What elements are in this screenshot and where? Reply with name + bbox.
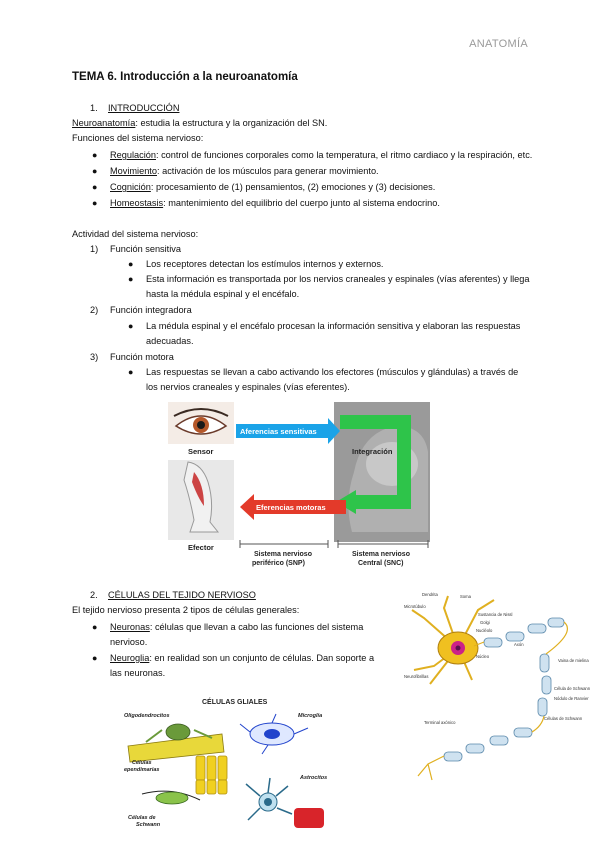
function-item <box>110 182 435 192</box>
page-title: TEMA 6. Introducción a la neuroanatomía <box>72 71 298 83</box>
function-term: Regulación <box>110 150 156 160</box>
function-text: : procesamiento de (1) pensamientos, (2) emociones y (3) decisiones. <box>150 182 436 192</box>
activity-number: 1) <box>90 244 99 254</box>
bullet-icon: ● <box>92 166 98 176</box>
neurons-text: : células que llevan a cabo las funciones del sistema <box>149 622 364 632</box>
activity-text: adecuadas. <box>146 336 194 346</box>
bullet-icon: ● <box>92 653 98 663</box>
neuroglia-term: Neuroglia <box>110 653 150 663</box>
schwann-cell-label: Célula de Schwann <box>554 686 591 691</box>
function-text: : control de funciones corporales como la temperatura, el ritmo cardiaco y la respiración, etc. <box>155 150 533 160</box>
activity-title: Actividad del sistema nervioso: <box>72 229 199 239</box>
neuroglia-text: : en realidad son un conjunto de células. Dan soporte a <box>149 653 375 663</box>
celulas-schwann-label: Células de Schwann <box>544 716 583 721</box>
bullet-icon: ● <box>128 321 134 331</box>
nervous-system-diagram <box>168 402 430 572</box>
activity-text: hasta la médula espinal y el encéfalo. <box>146 289 300 299</box>
bullet-icon: ● <box>92 198 98 208</box>
activity-text: los nervios craneales y espinales (vías eferentes). <box>146 382 350 392</box>
nissl-label: Sustancia de Nissl <box>478 612 513 617</box>
neurofibrillas-label: Neurofibrillas <box>404 674 429 679</box>
function-term: Cognición <box>110 182 151 192</box>
header-subject: ANATOMÍA <box>469 38 528 50</box>
micro-label: Microglía <box>298 713 323 719</box>
schwann-label-2: Schwann <box>136 822 161 828</box>
function-text: : activación de los músculos para generar movimiento. <box>156 166 379 176</box>
bullet-icon: ● <box>128 367 134 377</box>
axon-label: Axón <box>514 642 524 647</box>
bullet-icon: ● <box>92 182 98 192</box>
aferencias-label: Aferencias sensitivas <box>240 427 317 436</box>
activity-text: Las respuestas se llevan a cabo activando los efectores (músculos y glándulas) a través de <box>146 367 519 377</box>
activity-number: 3) <box>90 352 99 362</box>
neurons-item <box>110 622 363 632</box>
efector-label: Efector <box>188 543 214 552</box>
eferencias-label: Eferencias motoras <box>256 503 326 512</box>
def-term: Neuroanatomía <box>72 118 136 128</box>
activity-label: Función sensitiva <box>110 244 181 254</box>
terminal-label: Terminal axónico <box>424 720 456 725</box>
function-item <box>110 166 379 176</box>
soma-label: Soma <box>460 594 471 599</box>
function-term: Homeostasis <box>110 198 164 208</box>
sensor-label: Sensor <box>188 447 214 456</box>
snc-label-2: Central (SNC) <box>358 560 404 567</box>
astro-label: Astrocitos <box>300 775 328 781</box>
activity-label: Función motora <box>110 352 174 362</box>
neuroglia-item <box>110 653 374 663</box>
microtubulo-label: Microtúbulo <box>404 604 426 609</box>
activity-number: 2) <box>90 305 99 315</box>
bullet-icon: ● <box>92 150 98 160</box>
snc-label-1: Sistema nervioso <box>352 551 410 558</box>
snp-label-1: Sistema nervioso <box>254 551 312 558</box>
neurons-term: Neuronas <box>110 622 150 632</box>
snp-label-2: periférico (SNP) <box>252 560 305 567</box>
activity-text: La médula espinal y el encéfalo procesan la información sensitiva y elaboran las respuestas <box>146 321 521 331</box>
bullet-icon: ● <box>128 259 134 269</box>
nodulo-label: Nódulo de Ranvier <box>554 696 589 701</box>
section2-number: 2. <box>90 590 98 600</box>
section2-intro: El tejido nervioso presenta 2 tipos de células generales: <box>72 605 300 615</box>
vaina-label: Vaina de mielina <box>558 658 589 663</box>
neuron-diagram <box>404 588 594 784</box>
def-text: : estudia la estructura y la organización del SN. <box>135 118 328 128</box>
glial-title: CÉLULAS GLIALES <box>202 699 268 706</box>
ependi-label-2: ependimarias <box>124 767 160 773</box>
activity-label: Función integradora <box>110 305 192 315</box>
schwann-label-1: Células de <box>128 815 156 821</box>
activity-text: Esta información es transportada por los nervios craneales y espinales (vías aferentes) y llega <box>146 274 530 284</box>
golgi-label: Golgi <box>480 620 490 625</box>
bullet-icon: ● <box>128 274 134 284</box>
ependi-label-1: Células <box>132 760 152 766</box>
neuroglia-text-cont: las neuronas. <box>110 668 166 678</box>
dendrita-label: Dendrita <box>422 592 438 597</box>
integracion-label: Integración <box>352 447 393 456</box>
oligo-label: Oligodendrocitos <box>124 713 170 719</box>
section1-number: 1. <box>90 103 98 113</box>
function-item <box>110 198 440 208</box>
functions-title: Funciones del sistema nervioso: <box>72 133 204 143</box>
neuroanatomy-definition <box>72 118 327 128</box>
function-text: : mantenimiento del equilibrio del cuerpo junto al sistema endocrino. <box>163 198 440 208</box>
nucleolo-label: Nucléolo <box>476 628 493 633</box>
section1-heading: INTRODUCCIÓN <box>108 103 180 113</box>
function-term: Movimiento <box>110 166 157 176</box>
function-item <box>110 150 532 160</box>
bullet-icon: ● <box>92 622 98 632</box>
glial-cells-diagram <box>122 694 332 834</box>
activity-text: Los receptores detectan los estímulos internos y externos. <box>146 259 384 269</box>
section2-heading: CÉLULAS DEL TEJIDO NERVIOSO <box>108 590 256 600</box>
nucleo-label: Núcleo <box>476 654 490 659</box>
neurons-text-cont: nervioso. <box>110 637 148 647</box>
